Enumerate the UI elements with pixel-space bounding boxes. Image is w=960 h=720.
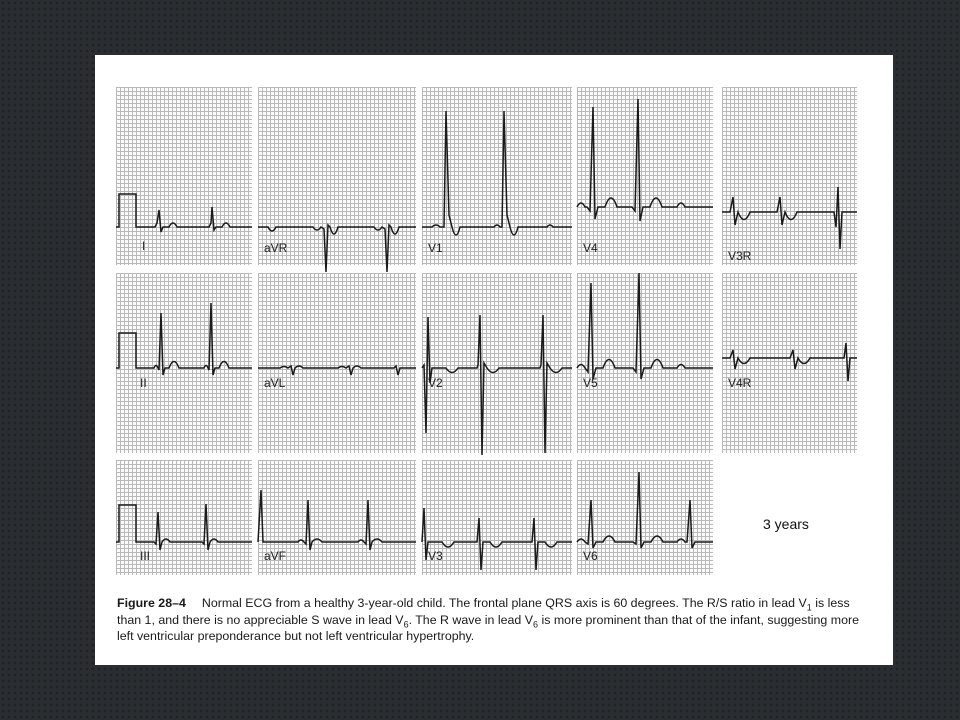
age-label: 3 years (763, 516, 809, 532)
ecg-panel-lead-V3 (422, 460, 572, 575)
lead-label-aVF: aVF (264, 549, 287, 563)
figure-number: Figure 28–4 (117, 596, 186, 610)
ecg-panel-lead-V4 (577, 87, 713, 265)
ecg-panel-lead-V3R (722, 87, 857, 265)
lead-label-V4: V4 (583, 241, 598, 255)
ecg-panel-lead-V5 (577, 273, 713, 453)
caption-text-2: is less than 1, and there is no appreciable S wave in lead V (117, 596, 850, 627)
ecg-panel-lead-V4R (722, 273, 857, 453)
ecg-panel-lead-V2 (422, 273, 572, 453)
ecg-trace-lead-aVL (258, 273, 416, 453)
lead-label-V1: V1 (428, 241, 443, 255)
caption-sub-2: 6 (403, 618, 409, 629)
lead-label-I: I (142, 239, 146, 253)
lead-label-aVL: aVL (264, 376, 286, 390)
caption-sub-3: 6 (533, 618, 539, 629)
ecg-panel-lead-V1 (422, 87, 572, 265)
lead-label-aVR: aVR (264, 241, 288, 255)
ecg-trace-lead-V4 (577, 87, 713, 265)
figure-page (95, 55, 893, 665)
ecg-panel-lead-aVL (258, 273, 416, 453)
ecg-trace-lead-V3R (722, 87, 857, 265)
ecg-trace-lead-aVR (258, 87, 416, 265)
lead-label-V5: V5 (583, 376, 598, 390)
lead-label-V6: V6 (583, 549, 598, 563)
figure-caption (117, 595, 877, 645)
caption-text-1: Normal ECG from a healthy 3-year-old child. The frontal plane QRS axis is 60 degrees. The R/S ratio in lead V (201, 596, 807, 610)
lead-label-V3: V3 (428, 549, 443, 563)
ecg-trace-lead-V4R (722, 273, 857, 453)
caption-text-4: is more prominent than that of the infant, suggesting more left ventricular preponderance but not left ventricular hypertrophy. (117, 612, 859, 643)
lead-label-II: II (140, 376, 147, 390)
ecg-panel-lead-I (116, 87, 252, 265)
ecg-trace-lead-I (116, 87, 252, 265)
ecg-panel-lead-V6 (577, 460, 713, 575)
ecg-trace-lead-III (116, 460, 252, 575)
ecg-trace-lead-V3 (422, 460, 572, 575)
ecg-panel-lead-III (116, 460, 252, 575)
ecg-trace-lead-V2 (422, 273, 572, 453)
ecg-panel-lead-II (116, 273, 252, 453)
ecg-panel-lead-aVR (258, 87, 416, 265)
lead-label-V2: V2 (428, 376, 443, 390)
ecg-panel-lead-aVF (258, 460, 416, 575)
lead-label-V3R: V3R (728, 249, 752, 263)
lead-label-V4R: V4R (728, 376, 752, 390)
ecg-trace-lead-V5 (577, 273, 713, 453)
ecg-trace-lead-II (116, 273, 252, 453)
ecg-trace-lead-V1 (422, 87, 572, 265)
caption-sub-1: 1 (806, 602, 812, 613)
caption-text-3: . The R wave in lead V (408, 612, 534, 627)
lead-label-III: III (140, 549, 151, 563)
